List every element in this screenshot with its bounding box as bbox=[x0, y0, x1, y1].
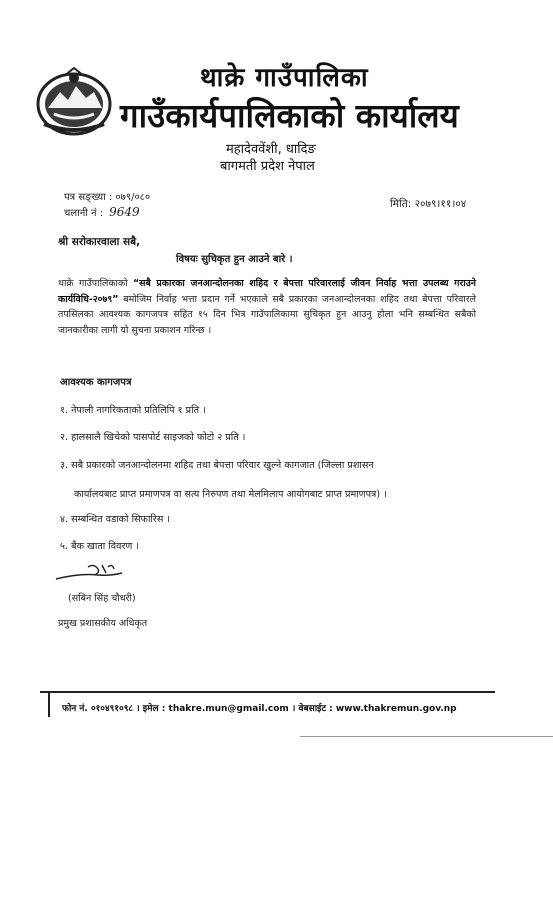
footer-contact: फोन नं. ०१०४९१०९८ । इमेल : thakre.mun@gmail.com । वेबसाईट : www.thakremun.gov.np bbox=[62, 704, 457, 714]
dispatch-number-label: चलानी नं : bbox=[64, 208, 104, 219]
letter-date: मिति: २०७९।११।०४ bbox=[390, 198, 467, 210]
signatory-title: प्रमुख प्रशासकीय अधिकृत bbox=[58, 618, 148, 629]
municipality-name: थाक्रे गाउँपालिका bbox=[200, 63, 369, 93]
body-paragraph bbox=[58, 276, 476, 338]
dispatch-number-value: 9649 bbox=[109, 205, 140, 219]
document-item: कार्यालयबाट प्राप्त प्रमाणपत्र वा सत्य निरुपण तथा मेलमिलाप आयोगबाट प्राप्त प्रमाणपत्र) । bbox=[74, 489, 387, 500]
document-item: ३. सबै प्रकारको जनआन्दोलनमा शहिद तथा बेपत्ता परिवार खुल्ने कागजात (जिल्ला प्रशासन bbox=[60, 460, 374, 471]
office-name: गाउँकार्यपालिकाको कार्यालय bbox=[120, 96, 459, 135]
scan-edge-line bbox=[300, 736, 553, 737]
document-item: ५. बैंक खाता विवरण । bbox=[60, 541, 140, 552]
signatory-name: (सबिन सिंह चौधरी) bbox=[68, 593, 136, 604]
body-text-bold: “सबै प्रकारका जनआन्दोलनका शहिद र बेपत्ता परिवारलाई जीवन निर्वाह भत्ता उपलब्ध गराउने कार्यविधि-२०७९” bbox=[58, 278, 476, 305]
subject-label: विषयः bbox=[176, 254, 198, 265]
documents-heading: आवश्यक कागजपत्र bbox=[60, 377, 132, 388]
address-line-1: महादेववेंशी, धादिङ bbox=[226, 142, 316, 157]
letter-number: पत्र सङ्ख्या : ०७९/०८० bbox=[64, 192, 151, 203]
address-line-2: बागमती प्रदेश नेपाल bbox=[220, 159, 315, 174]
body-text-rest: बमोजिम निर्वाह भत्ता प्रदान गर्ने भएकाले सबै प्रकारका जनआन्दोलनका शहिद तथा बेपत्ता परिवारले तपसिलका आवश्यक कागजपत्र सहित १५ दिन भित्र गाउँपालिकामा सुचिकृत हुन आउनु होला भनि सम्बन्धित सबैको जानकारीका लागी यो सुचना प्रकाशन गरिन्छ । bbox=[58, 293, 476, 336]
document-item: २. हालसालै खिचेको पासपोर्ट साइजको फोटो २ प्रति । bbox=[60, 432, 246, 443]
footer-bar bbox=[48, 693, 50, 717]
footer-divider bbox=[40, 691, 495, 693]
subject-line bbox=[176, 251, 293, 265]
document-item: १. नेपाली नागरिकताको प्रतिलिपि १ प्रति । bbox=[60, 405, 206, 416]
addressee: श्री सरोकारवाला सबै, bbox=[58, 236, 141, 248]
subject-text: सुचिकृत हुन आउने बारे । bbox=[201, 254, 293, 265]
document-item: ४. सम्बन्धित वडाको सिफारिस । bbox=[60, 514, 171, 525]
signature-icon bbox=[50, 555, 140, 595]
dispatch-number bbox=[64, 205, 140, 219]
nepal-emblem-icon bbox=[34, 64, 114, 136]
body-text-start: थाक्रे गाउँपालिकाको bbox=[58, 278, 133, 289]
